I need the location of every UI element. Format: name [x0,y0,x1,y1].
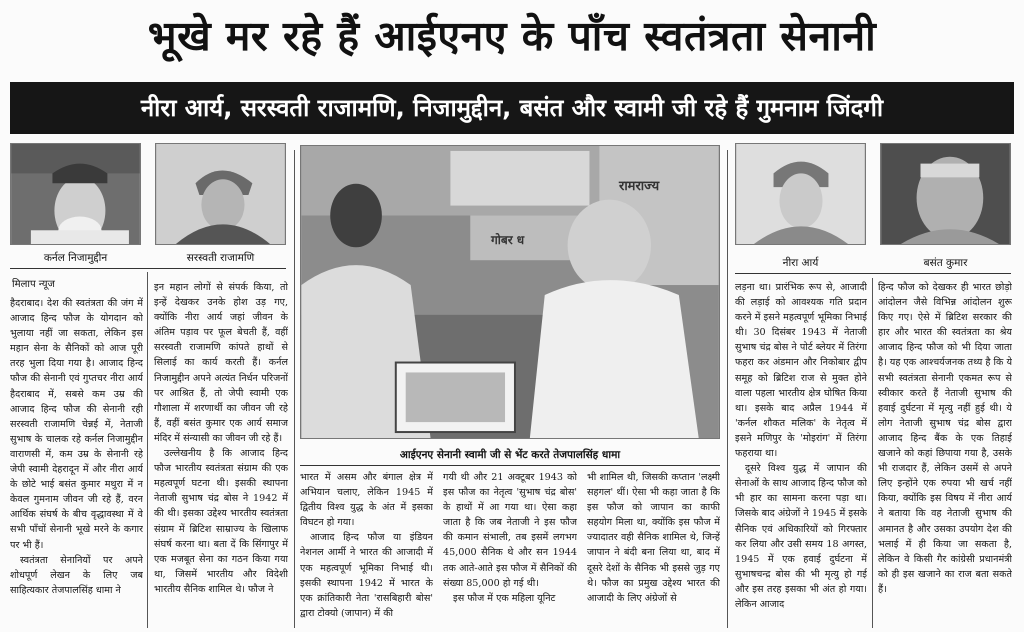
photo-nizamuddin [10,143,141,245]
paragraph: भी शामिल थी, जिसकी कप्तान 'लक्ष्मी सहगल' थीं। ऐसा भी कहा जाता है कि इस फौज को जापान का काफी सहयोग मिला था, क्योंकि इस फौज में ज्यादातर वही सैनिक शामिल थे, जिन्हें जापान ने बंदी बना लिया था, बाद में दूसरे देशों के सैनिक भी इससे जुड़ गए थे। फौज का प्रमुख उद्देश्य भारत की आजादी के लिए अंग्रेजों से [587,472,720,604]
column-divider [872,278,873,628]
article-column-3 [300,470,433,632]
column-divider [727,150,728,628]
caption-nizamuddin: कर्नल निजामुद्दीन [43,252,108,264]
paragraph: आजाद हिन्द फौज या इंडियन नेशनल आर्मी ने भारत की आजादी में एक महत्वपूर्ण भूमिका निभाई थी। इसकी स्थापना 1942 में भारत के एक क्रांतिकारी नेता 'रासबिहारी बोस' द्वारा टोक्यो (जापान) में की [300,532,433,619]
paragraph: इस फौज में एक महिला यूनिट [453,592,556,604]
article-column-4 [443,470,577,632]
paragraph: गयी थी और 21 अक्टूबर 1943 को इस फौज का नेतृत्व 'सुभाष चंद्र बोस' के हाथों में आ गया था। ऐसा कहा जाता है कि जब नेताजी ने इस फौज की कमान संभाली, तब इसमें लगभग 45,000 सैनिक थे और सन 1944 तक आते-आते इस फौज में सैनिकों की संख्या 85,000 हो गई थी। [443,472,577,589]
paragraph: स्वतंत्रता सेनानियों पर अपने शोधपूर्ण लेखन के लिए जब साहित्यकार तेजपालसिंह धामा ने [10,554,143,596]
portrait-neera-image [736,144,865,244]
paragraph: दूसरे विश्व युद्ध में जापान की सेनाओं के साथ आजाद हिन्द फौज को भी हार का सामना करना पड़ा था। जिसके बाद अंग्रेजों ने 1945 में इसके सैनिक एवं अधिकारियों को गिरफ्तार कर लिया और उसी समय 18 अगस्त, 1945 में एक हवाई दुर्घटना में सुभाषचन्द्र बोस की भी मृत्यु हो गई और इस तरह इसका भी अंत हो गया। लेकिन आजाद [735,463,867,610]
caption-saraswati: सरस्वती राजामणि [186,252,255,264]
portrait-basant-image [881,144,1010,244]
main-caption-rule [300,465,720,466]
photo-neera [735,143,866,245]
article-column-1 [10,296,143,632]
paragraph: हिन्द फौज को देखकर ही भारत छोड़ो आंदोलन जैसे विभिन्न आंदोलन शुरू किए गए। ऐसे में ब्रिटिश सरकार की हार और भारत की स्वतंत्रता का श्रेय आजाद हिन्द फौज को भी दिया जाता है। यह एक आश्चर्यजनक तथ्य है कि ये सभी स्वतंत्रता सेनानी एकमत रूप से स्वीकार करते हैं नेताजी सुभाष की हवाई दुर्घटना में मृत्यु नहीं हुई थी। ये लोग नेताजी सुभाष चंद्र बोस द्वारा आजाद हिन्द बैंक के एक तिहाई खजाने को कहां छिपाया गया है, उसके भी राजदार हैं, लेकिन उसमें से अपने लिए इन्होंने एक रुपया भी खर्च नहीं किया, क्योंकि इस विषय में नीरा आर्य ने बताया कि वह नेताजी सुभाष की अमानत है और उसका उपयोग देश की भलाई में ही किया जा सकता है, लेकिन वे किसी गैर कांग्रेसी प्रधानमंत्री को ही इस खजाने का राज बता सकते हैं। [878,282,1012,595]
paragraph: भारत में असम और बंगाल क्षेत्र में अभियान चलाए, लेकिन 1945 में द्वितीय विश्व युद्ध के अंत में इसका विघटन हो गया। [300,472,433,529]
paragraph: लड़ना था। प्रारंभिक रूप से, आजादी की लड़ाई को आवश्यक गति प्रदान करने में इसने महत्वपूर्ण भूमिका निभाई थी। 30 दिसंबर 1943 में नेताजी सुभाष चंद्र बोस ने पोर्ट ब्लेयर में तिरंगा फहरा कर अंडमान और निकोबार द्वीप समूह को ब्रिटिश राज से मुक्त होने वाला पहला भारतीय क्षेत्र घोषित किया था। इसके बाद अप्रैल 1944 में 'कर्नल शौकत मलिक' के नेतृत्व में इसने मणिपुर के 'मोइरांग' में तिरंगा फहराया था। [735,282,867,460]
paragraph: हैदराबाद। देश की स्वतंत्रता की जंग में आजाद हिन्द फौज के योगदान को भुलाया नहीं जा सकता, लेकिन इस महान सेना के सैनिकों को आज पूरी तरह भुला दिया गया है। आजाद हिन्द फौज की सेनानी एवं गुप्तचर नीरा आर्य हैदराबाद में, सबसे कम उम्र की आजाद हिन्द फौज की सेनानी रही सरस्वती राजामणि चेन्नई में, नेताजी सुभाष के चालक रहे कर्नल निजामुद्दीन वाराणसी में, कम उम्र के सेनानी रहे जेपी स्वामी देहरादून में और नीरा आर्य के छोटे भाई बसंत कुमार मथुरा में न केवल गुमनाम जीवन जी रहे हैं, वरन आर्थिक संघर्ष के बीच वृद्धावस्था में वे सभी पाँचों सेनानी भूखे मरने के कगार पर भी हैं। [10,298,143,551]
portrait-nizamuddin-image [11,144,140,244]
sub-headline: नीरा आर्य, सरस्वती राजामणि, निजामुद्दीन, बसंत और स्वामी जी रहे हैं गुमनाम जिंदगी [10,82,1014,134]
rule-left-captions [10,268,286,269]
sign-gobar: गोबर ध [491,233,525,247]
photo-saraswati [155,143,286,245]
photo-main [300,145,720,439]
byline: मिलाप न्यूज [12,279,55,290]
caption-main: आईएनए सेनानी स्वामी जी से भेंट करते तेजपालसिंह धामा [399,449,621,461]
sign-ramrajya: रामराज्य [619,179,660,194]
headline: भूखे मर रहे हैं आईएनए के पाँच स्वतंत्रता सेनानी [147,12,877,60]
article-column-6 [735,280,867,632]
article-column-2 [154,280,288,632]
column-divider [294,150,295,628]
paragraph: उल्लेखनीय है कि आजाद हिन्द फौज भारतीय स्वतंत्रता संग्राम की एक महत्वपूर्ण घटना थी। इसकी स्थापना नेताजी सुभाष चंद्र बोस ने 1942 में की थी। इसका उद्देश्य भारतीय स्वतंत्रता संग्राम में ब्रिटिश साम्राज्य के खिलाफ संघर्ष करना था। बता दें कि सिंगापुर में एक मजबूत सेना का गठन किया गया था, जिसमें भारतीय और विदेशी भारतीय सैनिक शामिल थे। फौज ने [154,448,288,595]
article-column-7 [878,280,1012,632]
column-divider [147,272,148,628]
portrait-saraswati-image [156,144,285,244]
article-column-5 [587,470,720,632]
photo-basant [880,143,1011,245]
caption-neera: नीरा आर्य [782,257,819,269]
paragraph: इन महान लोगों से संपर्क किया, तो इन्हें देखकर उनके होश उड़ गए, क्योंकि नीरा आर्य जहां जीवन के अंतिम पड़ाव पर फूल बेचती हैं, वहीं सरस्वती राजामणि कांपते हाथों से सिलाई का कार्य करती हैं। कर्नल निजामुद्दीन अपने अत्यंत निर्धन परिजनों पर आश्रित हैं, तो जेपी स्वामी एक गौशाला में शरणार्थी का जीवन जी रहे हैं, वहीं बसंत कुमार एक आर्य समाज मंदिर में संन्यासी का जीवन जी रहे हैं। [154,282,288,444]
rule-right-captions [735,273,1011,274]
caption-basant: बसंत कुमार [923,257,968,269]
